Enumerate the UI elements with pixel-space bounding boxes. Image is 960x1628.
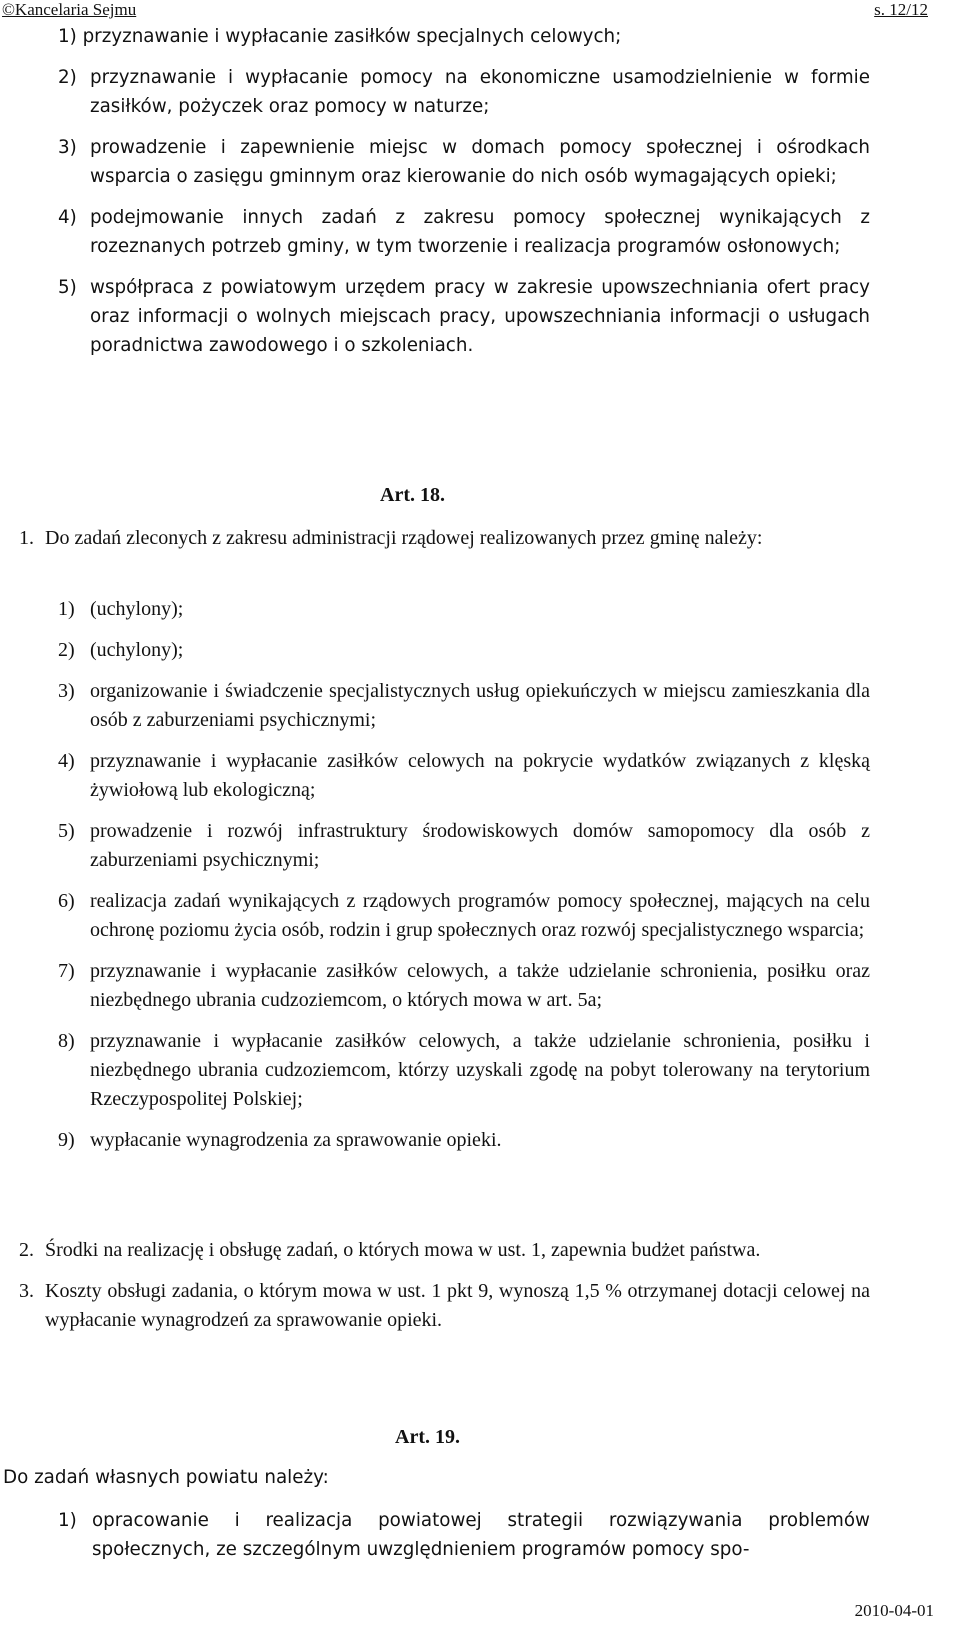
list-item: 4) podejmowanie innych zadań z zakresu pomocy społecznej wynikających z rozeznanych potrzeb gminy, w tym tworzenie i realizacja programów osłonowych; [58, 207, 870, 257]
list-item: 3) organizowanie i świadczenie specjalistycznych usług opiekuńczych w miejscu zamieszkania dla osób z zaburzeniami psychicznymi; [58, 680, 870, 731]
paragraph-2: 2. Środki na realizację i obsługę zadań, o których mowa w ust. 1, zapewnia budżet państwa. [19, 1239, 761, 1261]
paragraph-3: 3. Koszty obsługi zadania, o którym mowa w ust. 1 pkt 9, wynoszą 1,5 % otrzymanej dotacji celowej na wypłacanie wynagrodzeń za sprawowanie opieki. [19, 1280, 870, 1331]
list-item: 1) opracowanie i realizacja powiatowej strategii rozwiązywania problemów społecznych, ze szczególnym uwzględnieniem programów pomocy spo- [58, 1510, 870, 1560]
header-source: ©Kancelaria Sejmu [2, 0, 137, 19]
list-top [58, 22, 870, 360]
list-item: 4) przyznawanie i wypłacanie zasiłków celowych na pokrycie wydatków związanych z klęską żywiołową lub ekologiczną; [58, 750, 870, 801]
article-18-items [58, 595, 870, 1155]
list-item: 2) (uchylony); [58, 639, 184, 661]
article-18-body [19, 524, 870, 553]
list-item: 1) przyznawanie i wypłacanie zasiłków specjalnych celowych; [58, 26, 622, 47]
list-item: 3) prowadzenie i zapewnienie miejsc w domach pomocy społecznej i ośrodkach wsparcia o zasięgu gminnym oraz kierowanie do nich osób wymagających opieki; [58, 137, 870, 187]
article-19-items [58, 1506, 870, 1564]
article-19-heading: Art. 19. [395, 1426, 460, 1448]
list-item: 6) realizacja zadań wynikających z rządowych programów pomocy społecznej, mających na celu ochronę poziomu życia osób, rodzin i grup społecznych oraz rozwój specjalistycznego wsparcia; [58, 890, 870, 941]
header-page-number: s. 12/12 [874, 0, 928, 19]
list-item: 2) przyznawanie i wypłacanie pomocy na ekonomiczne usamodzielnienie w formie zasiłków, pożyczek oraz pomocy w naturze; [58, 67, 870, 117]
article-19-intro: Do zadań własnych powiatu należy: [3, 1467, 329, 1488]
list-item: 7) przyznawanie i wypłacanie zasiłków celowych, a także udzielanie schronienia, posiłku oraz niezbędnego ubrania cudzoziemcom, o których mowa w art. 5a; [58, 960, 870, 1011]
footer-date: 2010-04-01 [854, 1601, 934, 1620]
list-item: 5) prowadzenie i rozwój infrastruktury środowiskowych domów samopomocy dla osób z zaburzeniami psychicznymi; [58, 820, 870, 871]
list-item: 9) wypłacanie wynagrodzenia za sprawowanie opieki. [58, 1129, 502, 1151]
paragraph-1: 1. Do zadań zleconych z zakresu administracji rządowej realizowanych przez gminę należy: [19, 527, 763, 549]
article-18-paragraphs [19, 1236, 870, 1335]
article-18-heading: Art. 18. [380, 484, 445, 506]
list-item: 8) przyznawanie i wypłacanie zasiłków celowych, a także udzielanie schronienia, posiłku i niezbędnego ubrania cudzoziemcom, którzy uzyskali zgodę na pobyt tolerowany na terytorium Rzeczypospolitej Polskiej; [58, 1030, 870, 1110]
list-item: 1) (uchylony); [58, 598, 184, 620]
list-item: 5) współpraca z powiatowym urzędem pracy w zakresie upowszechniania ofert pracy oraz informacji o wolnych miejscach pracy, upowszechniania informacji o usługach poradnictwa zawodowego i o szkoleniach. [58, 277, 870, 356]
